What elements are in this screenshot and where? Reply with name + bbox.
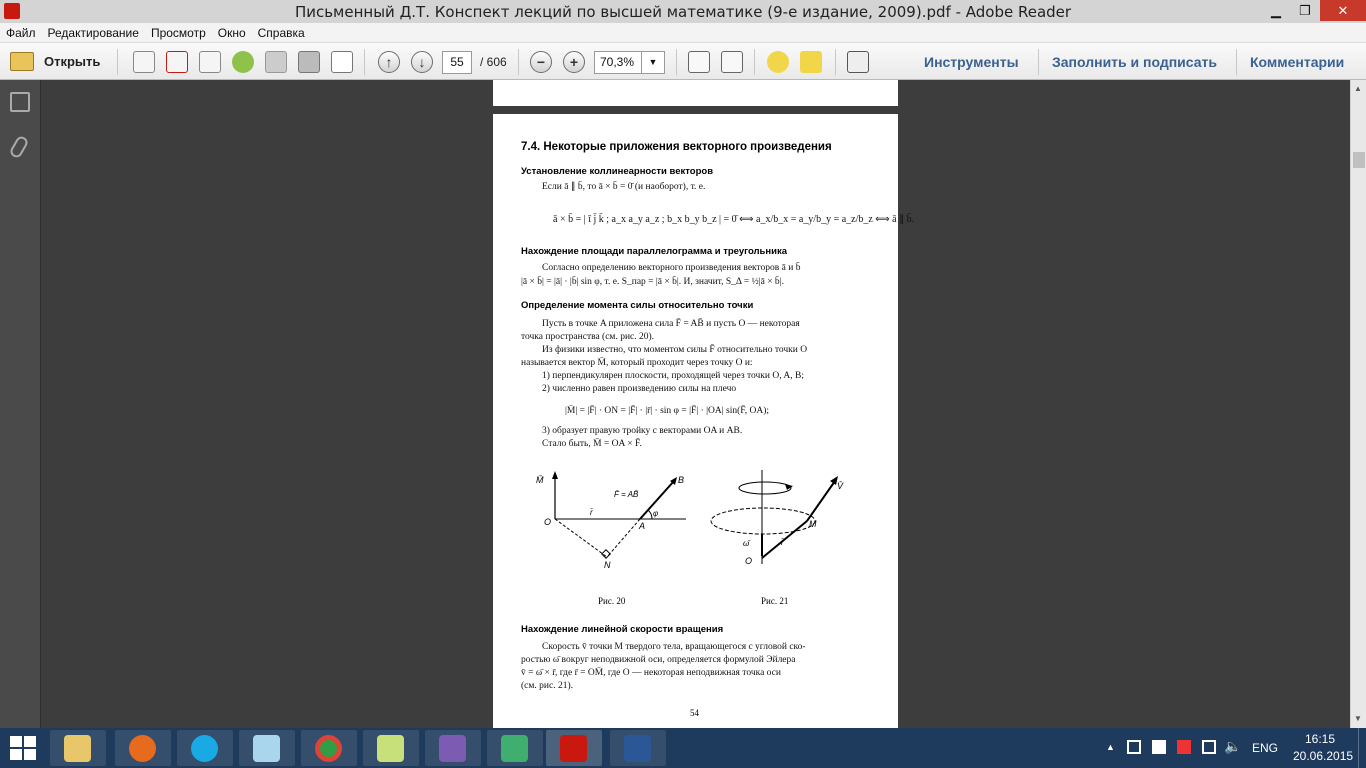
zoom-input[interactable]: 70,3% [594,51,642,74]
figure-20-diagram [528,469,698,574]
paragraph: Если ā ∥ b̄, то ā × b̄ = 0̄ (и наоборот), т. е. [542,182,706,192]
chrome-icon [315,735,342,762]
show-desktop-button[interactable] [1358,728,1366,768]
page-number: 54 [690,708,699,718]
paragraph: v̄ = ω̄ × r̄, где r̄ = OM̄, где O — некоторая неподвижная точка оси [521,668,781,678]
fig21-label-v: V̄ [837,481,844,491]
formula: |M̄| = |F̄| · ON = |F̄| · |r̄| · sin φ = |F̄| · |OA| sin(F̄, OA); [565,406,770,416]
fig20-label-o: O [544,517,552,527]
export-pdf-icon[interactable] [166,51,188,73]
language-indicator[interactable]: ENG [1252,741,1279,755]
paragraph: называется вектор M̄, который проходит через точку O и: [521,358,753,368]
taskbar-firefox[interactable] [115,730,171,766]
fig21-label-o: O [745,556,753,566]
taskbar-app[interactable] [239,730,295,766]
skype-icon [191,735,218,762]
menu-file[interactable]: Файл [6,26,36,40]
adobe-reader-icon [560,735,587,762]
create-pdf-icon[interactable] [133,51,155,73]
clock-date[interactable]: 20.06.2015 [1293,749,1354,763]
previous-page-bottom [493,80,898,106]
tools-pane-button[interactable]: Инструменты [924,54,1019,70]
open-button[interactable]: Открыть [44,54,101,69]
print-icon[interactable] [298,51,320,73]
fig20-label-f: F̄ = AB̄ [614,490,639,499]
paragraph: ростью ω̄ вокруг неподвижной оси, определяется формулой Эйлера [521,655,796,665]
scrollbar-thumb[interactable] [1353,152,1365,168]
figure-caption: Рис. 21 [761,596,789,606]
separator [117,49,118,75]
email-icon[interactable] [331,51,353,73]
formula: ā × b̄ = | ī j̄ k̄ ; a_x a_y a_z ; b_x b_y b_z | = 0̄ ⟺ a_x/b_x = a_y/b_y = a_z/b_z ⟺ ā ∥ b̄. [553,214,915,225]
subheading: Нахождение линейной скорости вращения [521,624,724,635]
fill-and-sign-button[interactable]: Заполнить и подписать [1052,54,1217,70]
separator [518,49,519,75]
fig21-label-r: r̄ [781,538,784,547]
scroll-down-icon[interactable]: ▼ [1354,714,1362,723]
tray-app-icon[interactable] [1152,740,1166,754]
taskbar-chrome[interactable] [301,730,357,766]
vertical-scrollbar[interactable] [1350,80,1366,728]
taskbar-app[interactable] [363,730,419,766]
save-icon[interactable] [265,51,287,73]
visual-studio-icon [439,735,466,762]
tray-app-icon[interactable] [1177,740,1191,754]
fig20-label-m: M̄ [536,475,544,485]
separator [1038,49,1039,75]
next-page-icon[interactable]: ↓ [411,51,433,73]
taskbar [0,728,1366,768]
edit-pdf-icon[interactable] [199,51,221,73]
window-title: Письменный Д.Т. Конспект лекций по высшей математике (9-е издание, 2009).pdf - Adobe Reader [294,3,1072,21]
fig20-label-b: B [678,475,685,485]
paragraph: Скорость v̄ точки M твердого тела, вращающегося с угловой ско- [542,642,806,652]
menu-view[interactable]: Просмотр [150,26,206,40]
paragraph: точка пространства (см. рис. 20). [521,332,655,342]
windows-start-icon[interactable] [10,736,36,760]
close-button[interactable]: ✕ [1320,0,1366,21]
show-hidden-icons-chevron-icon[interactable]: ▲ [1106,742,1115,752]
taskbar-word[interactable] [610,730,666,766]
subheading: Нахождение площади параллелограмма и треугольника [521,246,788,257]
previous-page-icon[interactable]: ↑ [378,51,400,73]
taskbar-explorer[interactable] [50,730,106,766]
fig20-label-a: A [639,521,646,531]
sims-app-icon [501,735,528,762]
figure-caption: Рис. 20 [598,596,626,606]
taskbar-adobe-reader[interactable] [546,730,602,766]
open-folder-icon[interactable] [10,52,34,71]
page-number-input[interactable]: 55 [442,51,472,74]
comment-bubble-icon[interactable] [767,51,789,73]
zoom-dropdown-chevron-icon[interactable]: ▼ [641,51,665,74]
section-title: 7.4. Некоторые приложения векторного произведения [521,141,832,153]
fig20-label-r: r̄ [590,508,593,517]
subheading: Определение момента силы относительно точки [521,300,754,311]
paragraph: |ā × b̄| = |ā| · |b̄| sin φ, т. е. S_пар = |ā × b̄|. И, значит, S_Δ = ½|ā × b̄|. [521,277,784,287]
zoom-in-icon[interactable]: + [563,51,585,73]
action-center-icon[interactable] [1127,740,1141,754]
firefox-icon [129,735,156,762]
scroll-up-icon[interactable]: ▲ [1354,84,1362,93]
navigation-panel [0,80,41,728]
menu-help[interactable]: Справка [257,26,305,40]
taskbar-visual-studio[interactable] [425,730,481,766]
subheading: Установление коллинеарности векторов [521,166,714,177]
separator [1236,49,1237,75]
word-icon [624,735,651,762]
maximize-button[interactable]: ❐ [1299,3,1311,18]
list-item: 1) перпендикулярен плоскости, проходящей через точки O, A, B; [542,371,805,381]
paragraph: (см. рис. 21). [521,681,573,691]
minimize-button[interactable]: ▁ [1271,3,1281,18]
pdf-page [493,114,915,728]
list-item: 2) численно равен произведению силы на плечо [542,384,737,394]
title-bar [0,0,1366,23]
zoom-out-icon[interactable]: − [530,51,552,73]
list-item: 3) образует правую тройку с векторами OA и AB. [542,426,743,436]
clock-time[interactable]: 16:15 [1305,732,1336,746]
taskbar-skype[interactable] [177,730,233,766]
paragraph: Стало быть, M̄ = OA × F̄. [542,439,642,449]
figure-21-diagram [703,466,853,576]
documents-app-icon [377,735,404,762]
full-screen-icon[interactable] [847,51,869,73]
paragraph: Согласно определению векторного произведения векторов ā и b̄ [542,263,801,273]
notes-app-icon [253,735,280,762]
comments-pane-button[interactable]: Комментарии [1250,54,1345,70]
highlight-text-icon[interactable] [800,51,822,73]
toolbar [0,43,1366,80]
separator [676,49,677,75]
fit-page-icon[interactable] [721,51,743,73]
upload-cloud-icon[interactable] [232,51,254,73]
menu-edit[interactable]: Редактирование [47,26,139,40]
attachments-paperclip-icon[interactable] [8,134,29,159]
file-explorer-icon [64,735,91,762]
separator [754,49,755,75]
menu-window[interactable]: Окно [217,26,246,40]
fig20-label-n: N [604,560,611,570]
taskbar-app[interactable] [487,730,543,766]
volume-icon[interactable]: 🔈 [1224,738,1242,754]
fig21-label-m: M [809,519,817,529]
fig20-label-phi: φ [653,509,659,518]
separator [835,49,836,75]
paragraph: Из физики известно, что моментом силы F̄ относительно точки O [542,345,808,355]
paragraph: Пусть в точке A приложена сила F̄ = AB̄ и пусть O — некоторая [542,319,800,329]
network-icon[interactable] [1202,740,1216,754]
page-total: / 606 [480,55,507,69]
separator [364,49,365,75]
fig21-label-w: ω̄ [743,539,750,548]
fit-width-icon[interactable] [688,51,710,73]
menu-bar [0,23,1366,43]
page-thumbnails-icon[interactable] [10,92,30,112]
